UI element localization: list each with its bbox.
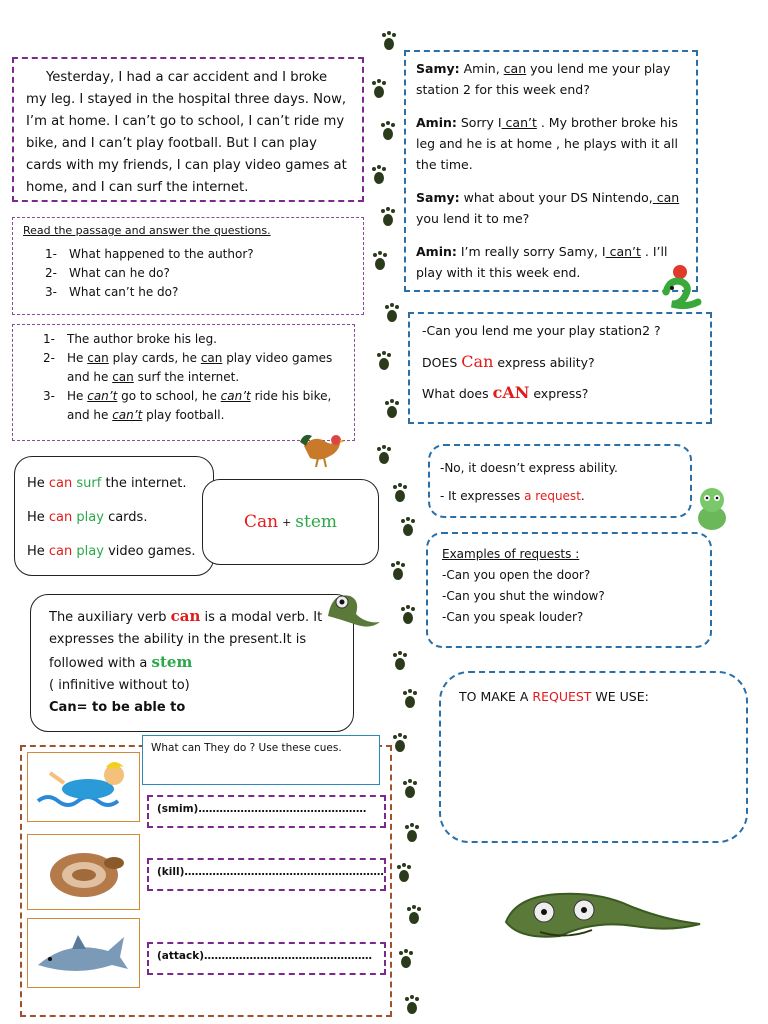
request-example-item: -Can you speak louder?	[442, 610, 584, 624]
questions-instruction: Read the passage and answer the questions.	[23, 224, 271, 237]
swimmer-picture	[27, 752, 140, 822]
modal-line-3: followed with a stem	[49, 653, 193, 671]
request-example-item: -Can you open the door?	[442, 568, 591, 582]
formula-can: Can	[243, 512, 279, 532]
question-item: 2- What can he do?	[45, 266, 170, 280]
rooster-illustration	[298, 428, 346, 468]
cue-field-swim[interactable]: (smim)…………………………………………	[147, 795, 386, 828]
dialogue-line: Amin: I’m really sorry Samy, I can’t . I’ll play with it this week end.	[416, 244, 668, 280]
snake-picture	[27, 834, 140, 910]
formula-box	[202, 479, 379, 565]
cue-field-attack[interactable]: (attack)…………………………………………	[147, 942, 386, 975]
request-examples-title: Examples of requests :	[442, 547, 580, 561]
answer-item: 3- He can’t go to school, he can’t ride his bike, and he can’t play football.	[43, 389, 332, 422]
modal-line-2: expresses the ability in the present.It is	[49, 632, 307, 647]
paw-icon	[404, 994, 420, 1016]
paw-icon	[380, 206, 396, 228]
paw-icon	[392, 650, 408, 672]
question-item: 3- What can’t he do?	[45, 285, 179, 299]
request-q-line-1: -Can you lend me your play station2 ?	[422, 323, 661, 338]
dialogue-line: Amin: Sorry I can’t . My brother broke his leg and he is at home , he plays with it all the time.	[416, 115, 678, 172]
modal-line-5: Can= to be able to	[49, 700, 186, 715]
request-a-line-2: - It expresses a request.	[440, 489, 585, 503]
questions-box	[12, 217, 364, 315]
request-example-item: -Can you shut the window?	[442, 589, 605, 603]
example-line: He can play video games.	[27, 544, 196, 559]
paw-icon	[372, 250, 388, 272]
dialogue-line: Samy: Amin, can you lend me your play station 2 for this week end?	[416, 61, 671, 97]
paw-icon	[400, 604, 416, 626]
story-box	[12, 57, 364, 202]
paw-icon	[400, 516, 416, 538]
dialogue-box	[404, 50, 698, 292]
swimmer-icon	[28, 753, 139, 821]
snake-icon	[28, 835, 139, 909]
answers-box	[12, 324, 355, 441]
request-answer-box	[428, 444, 692, 518]
paw-icon	[398, 948, 414, 970]
request-keyword: REQUEST	[532, 689, 592, 704]
example-line: He can play cards.	[27, 510, 148, 525]
paw-icon	[381, 30, 397, 52]
modal-line-4: ( infinitive without to)	[49, 678, 190, 693]
formula-stem: stem	[295, 512, 338, 532]
can-examples-box	[14, 456, 214, 576]
paw-icon	[380, 120, 396, 142]
paw-icon	[392, 482, 408, 504]
modal-line-1: The auxiliary verb can is a modal verb. It	[49, 607, 323, 625]
request-q-line-2: DOES Can express ability?	[422, 352, 595, 371]
questions-list	[23, 245, 353, 302]
request-examples-box	[426, 532, 712, 648]
paw-icon	[384, 398, 400, 420]
paw-icon	[371, 164, 387, 186]
big-worm-illustration	[500, 884, 746, 954]
cue-field-kill[interactable]: (kill)…………………………………………………	[147, 858, 386, 891]
request-q-line-3: What does cAN express?	[422, 383, 589, 402]
shark-icon	[28, 919, 139, 987]
paw-icon	[406, 904, 422, 926]
request-question-box	[408, 312, 712, 424]
paw-icon	[376, 350, 392, 372]
answers-list	[43, 330, 346, 425]
paw-icon	[392, 732, 408, 754]
paw-icon	[371, 78, 387, 100]
request-a-line-1: -No, it doesn’t express ability.	[440, 461, 618, 475]
shark-picture	[27, 918, 140, 988]
answer-item: 2- He can play cards, he can play video games and he can surf the internet.	[43, 351, 333, 384]
paw-icon	[404, 822, 420, 844]
worm-illustration	[318, 586, 382, 636]
snake-apple-illustration	[654, 262, 710, 316]
make-request-box: TO MAKE A REQUEST WE USE:	[439, 671, 748, 843]
paw-icon	[384, 302, 400, 324]
example-line: He can surf the internet.	[27, 476, 187, 491]
answer-item: 1- The author broke his leg.	[43, 332, 217, 346]
paw-icon	[402, 688, 418, 710]
paw-icon	[396, 862, 412, 884]
formula-plus: +	[282, 515, 292, 529]
paw-icon	[376, 444, 392, 466]
dragon-illustration	[690, 484, 734, 534]
dialogue-line: Samy: what about your DS Nintendo, can you lend it to me?	[416, 190, 680, 226]
paw-icon	[390, 560, 406, 582]
exercise-instruction-box	[142, 735, 380, 785]
paw-icon	[402, 778, 418, 800]
story-text: Yesterday, I had a car accident and I broke my leg. I stayed in the hospital three days. Now, I’m at home. I can’t go to school, I can’t ride my bike, and I can’t play football. But I can play cards with my friends, I can play video games at home, and I can surf the internet.	[26, 70, 347, 195]
question-item: 1- What happened to the author?	[45, 247, 254, 261]
exercise-instruction: What can They do ? Use these cues.	[151, 742, 342, 754]
modal-note-box	[30, 594, 354, 732]
